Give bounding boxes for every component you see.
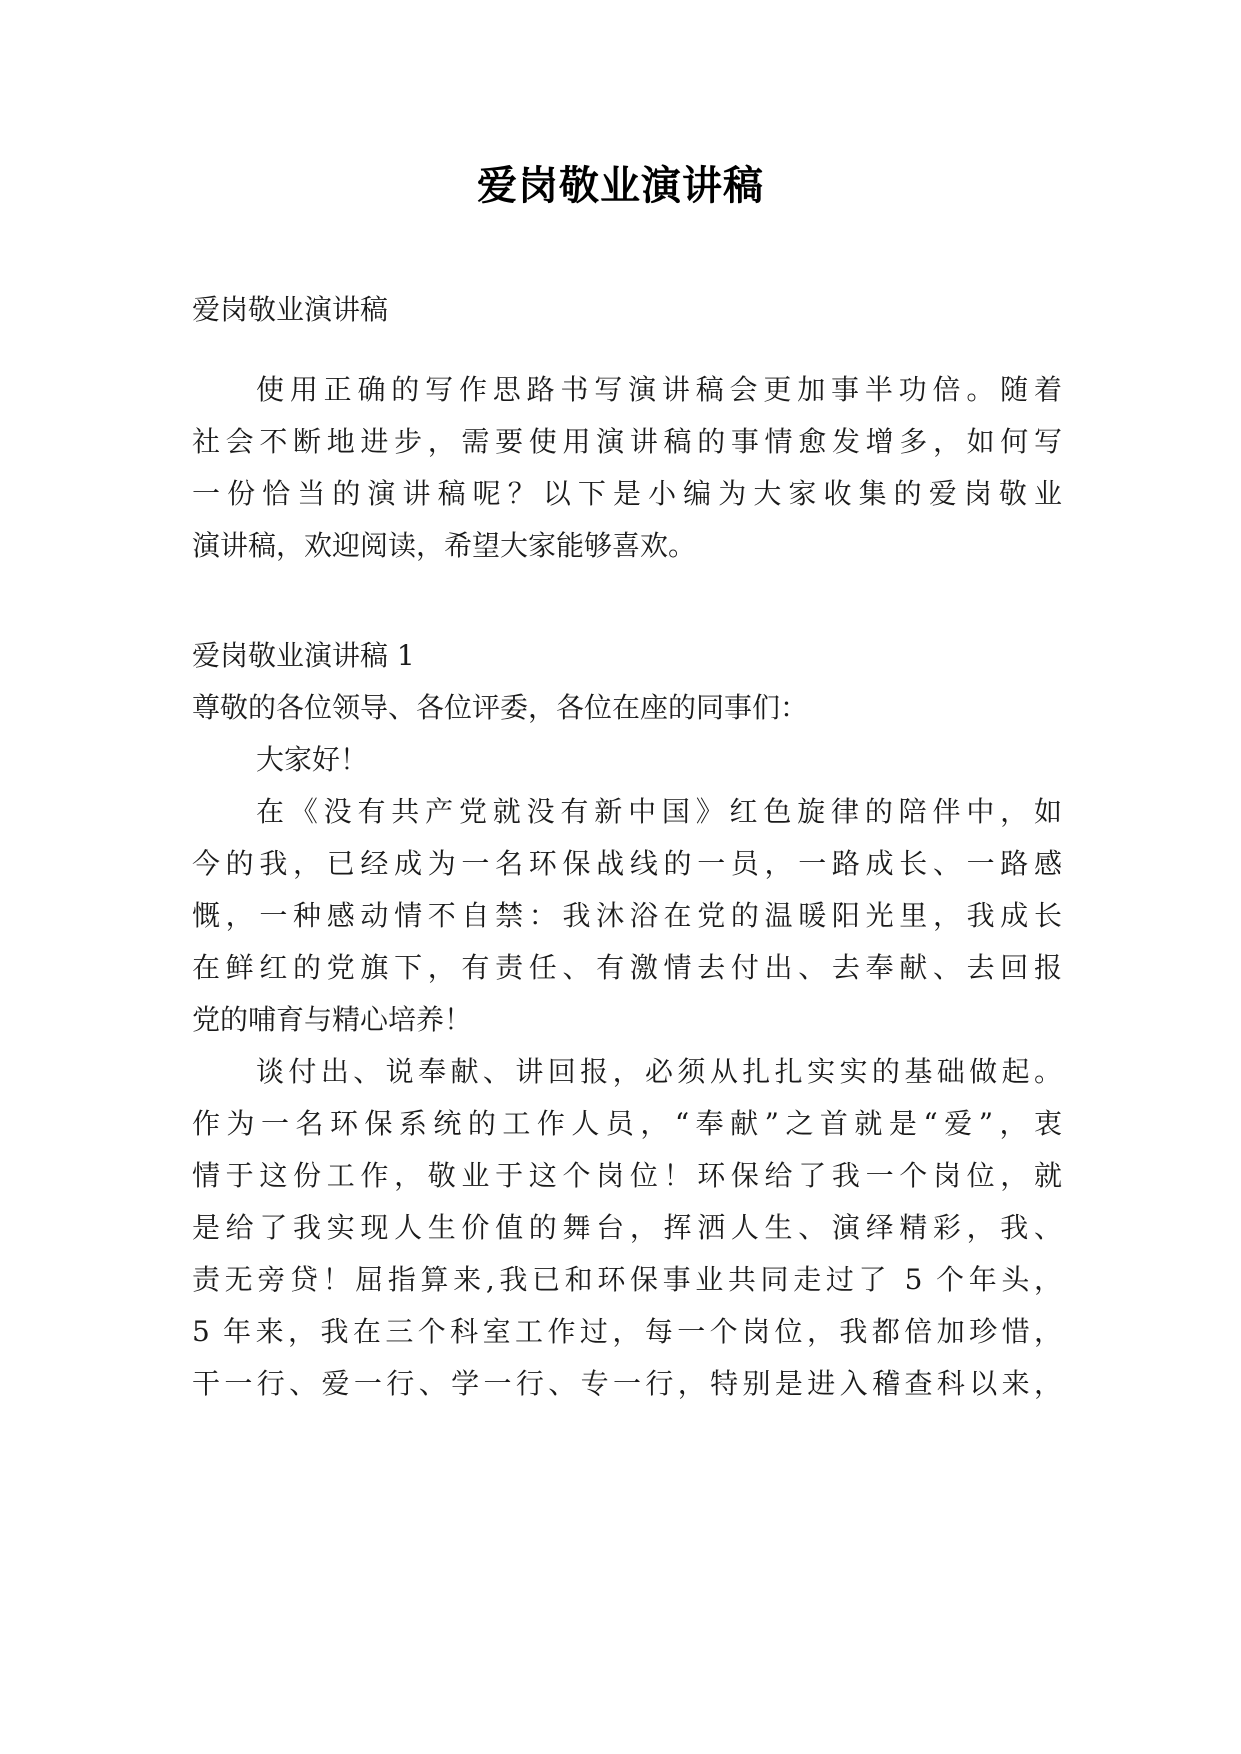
paragraph-line: 作为一名环保系统的工作人员，“奉献”之首就是“爱”，衷 (192, 1107, 1062, 1140)
paragraph-line: 慨，一种感动情不自禁：我沐浴在党的温暖阳光里，我成长 (192, 899, 1062, 932)
paragraph-line: 责无旁贷！屈指算来,我已和环保事业共同走过了 5 个年头， (192, 1263, 1062, 1296)
paragraph-line: 谈付出、说奉献、讲回报，必须从扎扎实实的基础做起。 (256, 1055, 1062, 1088)
paragraph-line: 干一行、爱一行、学一行、专一行，特别是进入稽查科以来， (192, 1367, 1062, 1400)
intro-line: 演讲稿，欢迎阅读，希望大家能够喜欢。 (192, 529, 697, 562)
intro-line: 社会不断地进步，需要使用演讲稿的事情愈发增多，如何写 (192, 425, 1062, 458)
paragraph-line: 今的我，已经成为一名环保战线的一员，一路成长、一路感 (192, 847, 1062, 880)
paragraph-line: 在《没有共产党就没有新中国》红色旋律的陪伴中，如 (256, 795, 1062, 828)
section-heading: 爱岗敬业演讲稿 1 (192, 639, 415, 672)
intro-line: 使用正确的写作思路书写演讲稿会更加事半功倍。随着 (256, 373, 1062, 406)
document-subtitle: 爱岗敬业演讲稿 (192, 293, 389, 326)
paragraph-line: 是给了我实现人生价值的舞台，挥洒人生、演绎精彩，我、 (192, 1211, 1062, 1244)
paragraph-line: 情于这份工作，敬业于这个岗位！环保给了我一个岗位，就 (192, 1159, 1062, 1192)
salutation: 尊敬的各位领导、各位评委，各位在座的同事们： (192, 691, 809, 724)
document-title: 爱岗敬业演讲稿 (477, 163, 764, 209)
greeting: 大家好！ (256, 743, 369, 776)
paragraph-line: 5 年来，我在三个科室工作过，每一个岗位，我都倍加珍惜， (192, 1315, 1062, 1348)
paragraph-line: 党的哺育与精心培养！ (192, 1003, 473, 1036)
paragraph-line: 在鲜红的党旗下，有责任、有激情去付出、去奉献、去回报 (192, 951, 1062, 984)
intro-line: 一份恰当的演讲稿呢？以下是小编为大家收集的爱岗敬业 (192, 477, 1062, 510)
